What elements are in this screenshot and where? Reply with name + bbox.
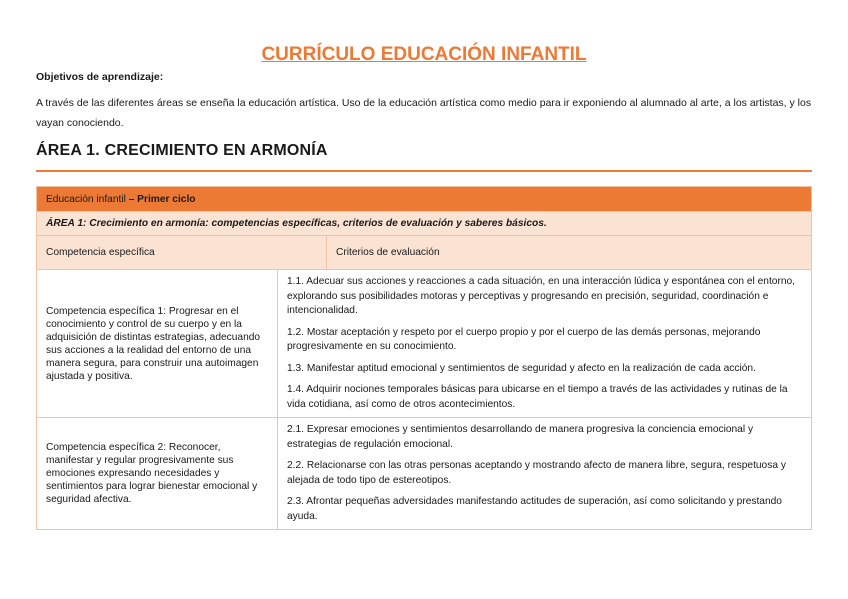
curriculum-table — [36, 186, 812, 530]
criterio-item: 1.1. Adecuar sus acciones y reacciones a cada situación, en una interacción lúdica y espontánea con el entorno, explorando sus posibilidades motoras y perceptivas y progresando en precisión, seguridad, coordinación e intencionalidad. — [287, 276, 796, 316]
competencia-cell: Competencia específica 2: Reconocer, manifestar y regular progresivamente sus emociones expresando necesidades y sentimientos para lograr bienestar emocional y seguridad afectiva. — [37, 418, 278, 530]
table-row — [37, 418, 812, 530]
objectives-text: A través de las diferentes áreas se enseña la educación artística. Uso de la educación artística como medio para ir exponiendo al alumnado al arte, a los artistas, y los vayan conociendo. — [36, 97, 812, 129]
criterio-item: 2.3. Afrontar pequeñas adversidades manifestando actitudes de superación, así como solicitando y prestando ayuda. — [287, 496, 782, 522]
area-heading: ÁREA 1. CRECIMIENTO EN ARMONÍA — [36, 142, 812, 172]
header-prefix: Educación infantil — [46, 193, 126, 205]
competencia-cell: Competencia específica 1: Progresar en el conocimiento y control de su cuerpo y en la adquisición de distintas estrategias, adecuando sus acciones a la realidad del entorno de una manera segura, para construir una autoimagen ajustada y positiva. — [37, 270, 278, 418]
area-row-cell: ÁREA 1: Crecimiento en armonía: competencias específicas, criterios de evaluación y saberes básicos. — [37, 212, 812, 236]
table-columns-row — [37, 236, 812, 270]
criterio-item: 2.2. Relacionarse con las otras personas aceptando y mostrando afecto de manera libre, segura, respetuosa y alejada de todo tipo de estereotipos. — [287, 460, 786, 486]
page-title: CURRÍCULO EDUCACIÓN INFANTIL — [261, 44, 587, 65]
criterios-cell — [278, 270, 812, 418]
table-header-cell — [37, 187, 812, 212]
table-row — [37, 270, 812, 418]
table-header-row — [37, 187, 812, 212]
criterio-item: 1.2. Mostar aceptación y respeto por el cuerpo propio y por el cuerpo de las demás personas, mejorando progresivamente en su conocimiento. — [287, 326, 761, 352]
objectives-label: Objetivos de aprendizaje: — [36, 71, 164, 83]
criterio-item: 1.3. Manifestar aptitud emocional y sentimientos de seguridad y afecto en la realización de cada acción. — [287, 362, 756, 374]
criterio-item: 2.1. Expresar emociones y sentimientos desarrollando de manera progresiva la conciencia emocional y estrategias de regulación emocional. — [287, 424, 754, 450]
header-cycle: – Primer ciclo — [125, 193, 196, 205]
criterios-cell — [278, 418, 812, 530]
criterio-item: 1.4. Adquirir nociones temporales básicas para ubicarse en el tiempo a través de las actividades y rutinas de la vida cotidiana, así como de otros acontecimientos. — [287, 384, 788, 410]
column-header-criterios: Criterios de evaluación — [336, 247, 440, 258]
column-header-competencia: Competencia específica — [37, 236, 327, 269]
table-area-row — [37, 212, 812, 236]
